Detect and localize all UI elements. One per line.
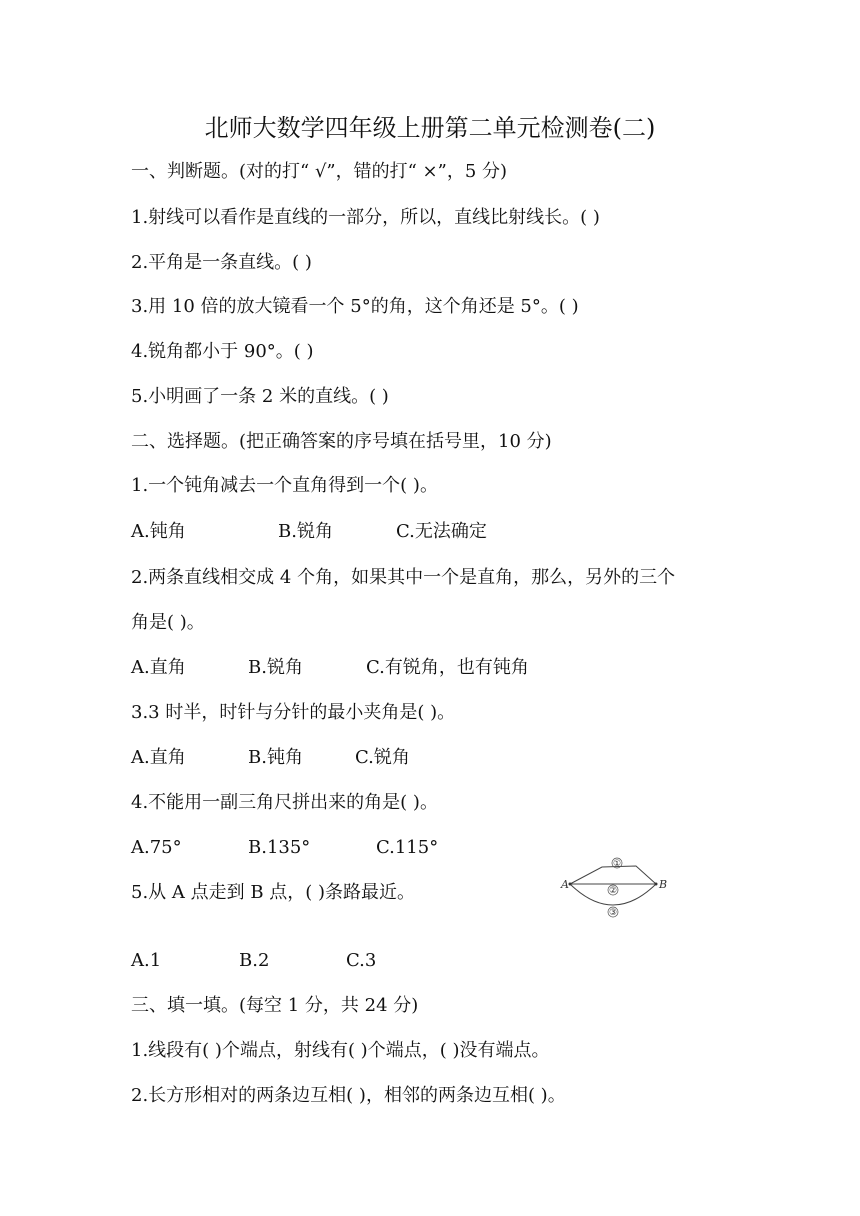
- choice-q5-option-b: B.2: [239, 950, 270, 971]
- path-3-label: ③: [609, 908, 618, 918]
- point-a-label: A: [561, 878, 569, 891]
- choice-q3-option-a: A.直角: [131, 747, 186, 768]
- path-2-label: ②: [609, 886, 618, 896]
- choice-q4-option-a: A.75°: [131, 837, 182, 858]
- choice-q2-option-b: B.锐角: [248, 657, 303, 678]
- section3-heading: 三、填一填。(每空 1 分，共 24 分): [131, 995, 419, 1016]
- paths-figure: [558, 856, 674, 918]
- path-1-label: ①: [613, 859, 622, 869]
- choice-q3-option-b: B.钝角: [248, 747, 303, 768]
- choice-q2-stem-line2: 角是( )。: [131, 612, 205, 633]
- fill-item-1: 1.线段有( )个端点，射线有( )个端点，( )没有端点。: [131, 1040, 550, 1061]
- choice-q5-option-a: A.1: [131, 950, 162, 971]
- choice-q2-stem-line1: 2.两条直线相交成 4 个角，如果其中一个是直角，那么，另外的三个: [131, 567, 676, 588]
- choice-q1-option-a: A.钝角: [131, 521, 186, 542]
- page-title: 北师大数学四年级上册第二单元检测卷(二): [204, 114, 656, 142]
- choice-q5-option-c: C.3: [346, 950, 377, 971]
- choice-q5-stem: 5.从 A 点走到 B 点，( )条路最近。: [131, 882, 416, 903]
- choice-q3-stem: 3.3 时半，时针与分针的最小夹角是( )。: [131, 702, 456, 723]
- choice-q1-option-b: B.锐角: [278, 521, 333, 542]
- section2-heading: 二、选择题。(把正确答案的序号填在括号里，10 分): [131, 431, 552, 452]
- judge-item-4: 4.锐角都小于 90°。( ): [131, 341, 314, 362]
- choice-q3-option-c: C.锐角: [355, 747, 410, 768]
- choice-q1-stem: 1.一个钝角减去一个直角得到一个( )。: [131, 475, 438, 496]
- judge-item-1: 1.射线可以看作是直线的一部分，所以，直线比射线长。( ): [131, 207, 600, 228]
- choice-q1-option-c: C.无法确定: [396, 521, 487, 542]
- point-b-dot: [655, 883, 658, 886]
- choice-q2-option-a: A.直角: [131, 657, 186, 678]
- judge-item-5: 5.小明画了一条 2 米的直线。( ): [131, 386, 389, 407]
- choice-q4-option-b: B.135°: [248, 837, 311, 858]
- judge-item-2: 2.平角是一条直线。( ): [131, 252, 312, 273]
- choice-q2-option-c: C.有锐角，也有钝角: [366, 657, 529, 678]
- judge-item-3: 3.用 10 倍的放大镜看一个 5°的角，这个角还是 5°。( ): [131, 296, 579, 317]
- choice-q4-option-c: C.115°: [376, 837, 439, 858]
- section1-heading: 一、判断题。(对的打“ √”，错的打“ ×”，5 分): [131, 161, 508, 182]
- point-b-label: B: [659, 878, 668, 891]
- choice-q4-stem: 4.不能用一副三角尺拼出来的角是( )。: [131, 792, 438, 813]
- fill-item-2: 2.长方形相对的两条边互相( )，相邻的两条边互相( )。: [131, 1085, 566, 1106]
